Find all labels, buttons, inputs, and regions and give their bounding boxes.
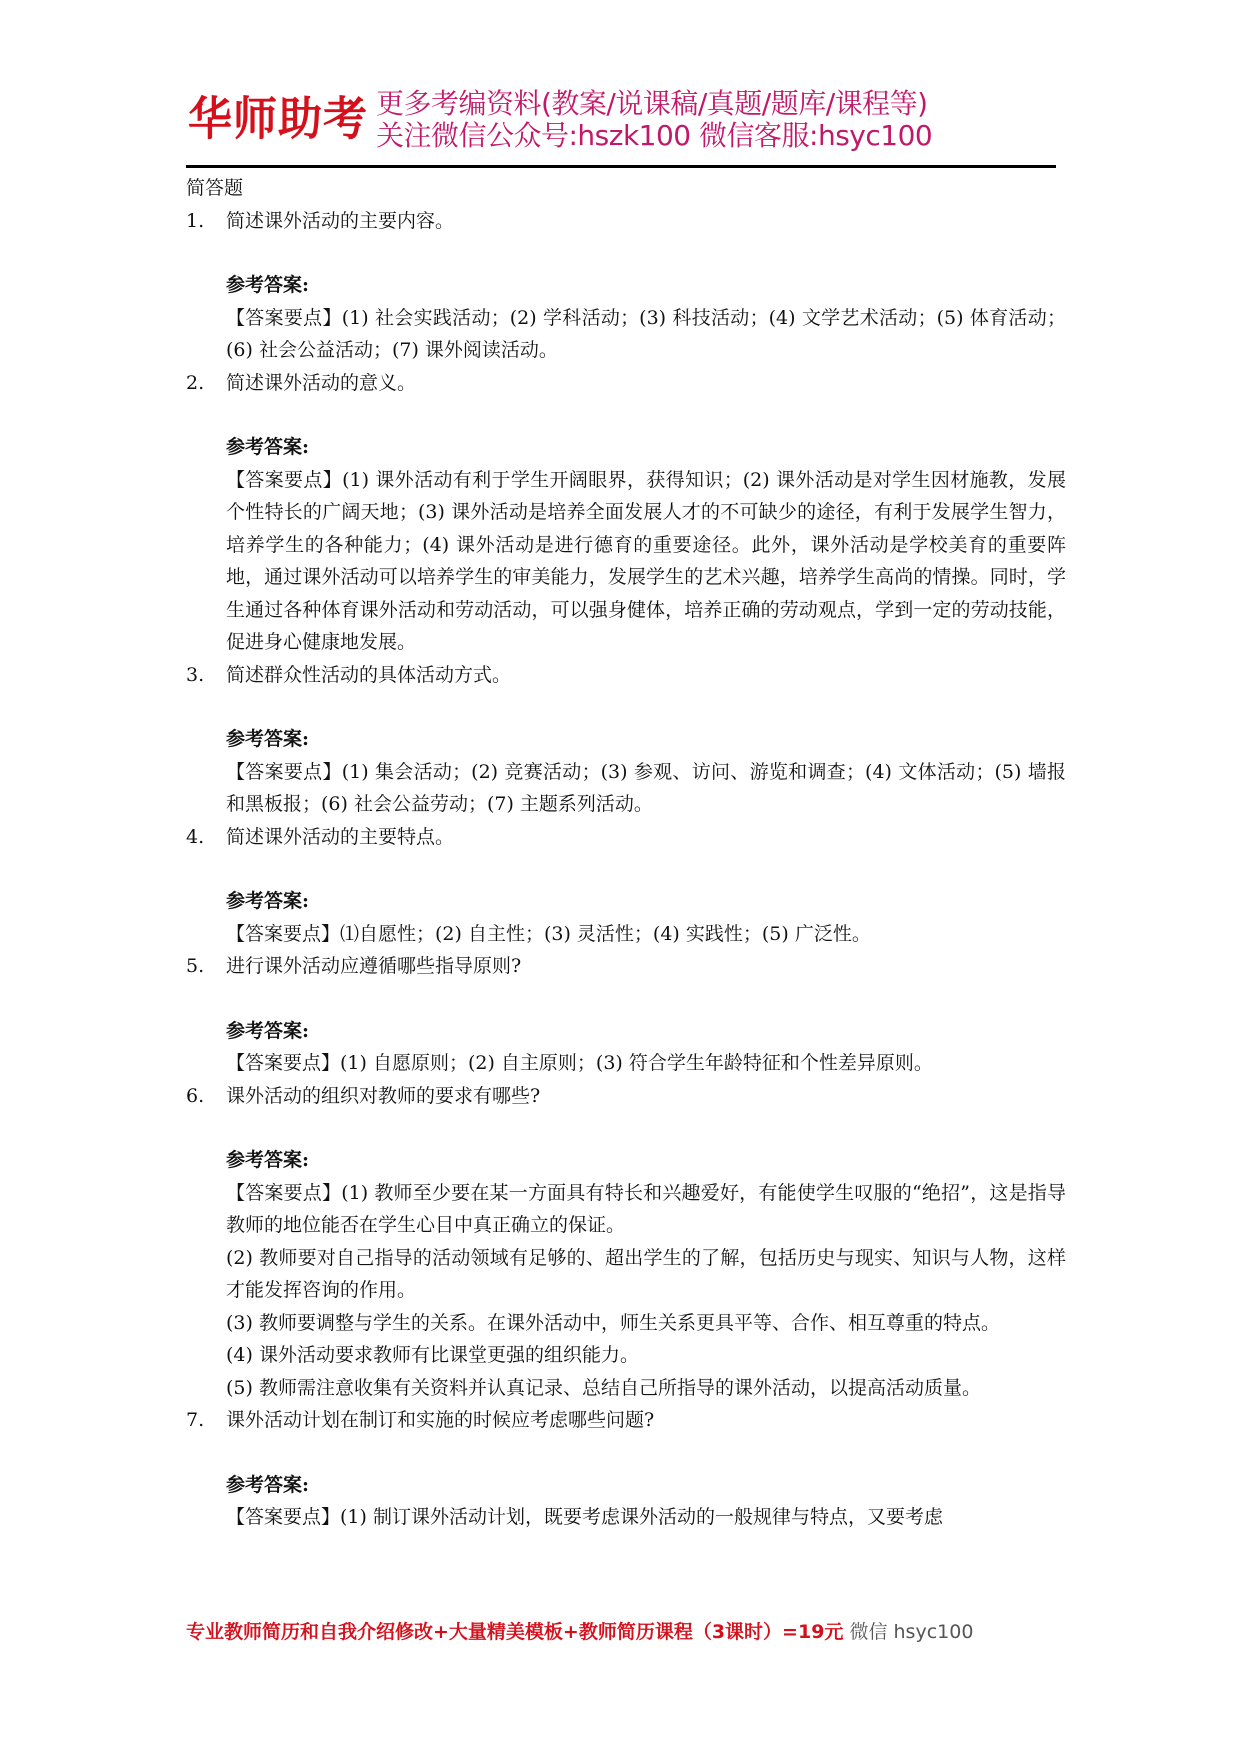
answer-paragraph: (3) 教师要调整与学生的关系。在课外活动中，师生关系更具平等、合作、相互尊重的特点。 <box>226 1311 1000 1334</box>
question-list <box>186 205 1066 1534</box>
question <box>186 367 1066 400</box>
answer-paragraph: 【答案要点】(1) 自愿原则；(2) 自主原则；(3) 符合学生年龄特征和个性差异原则。 <box>226 1052 933 1074</box>
question-item <box>186 1404 1066 1534</box>
question-text: 课外活动的组织对教师的要求有哪些? <box>226 1084 541 1107</box>
question-text: 简述课外活动的主要内容。 <box>226 209 455 232</box>
answer-paragraph: (4) 课外活动要求教师有比课堂更强的组织能力。 <box>226 1344 639 1366</box>
answer-paragraph: 【答案要点】(1) 集会活动；(2) 竞赛活动；(3) 参观、访问、游览和调查；(4) 文体活动；(5) 墙报和黑板报；(6) 社会公益劳动；(7) 主题系列活动。 <box>226 760 1066 815</box>
header-divider <box>186 165 1056 168</box>
answer-block <box>186 885 1066 950</box>
answer-label: 参考答案: <box>226 890 310 912</box>
answer-block <box>186 1144 1066 1404</box>
answer-label: 参考答案: <box>226 436 310 458</box>
answer-block <box>186 1469 1066 1534</box>
question <box>186 1404 1066 1437</box>
question <box>186 205 1066 238</box>
question-number: 5. <box>186 955 205 977</box>
promo-text <box>376 88 932 152</box>
watermark-header <box>188 86 1058 154</box>
question <box>186 950 1066 983</box>
promo-line-1: 更多考编资料(教案/说课稿/真题/题库/课程等) <box>376 87 928 120</box>
question-item <box>186 367 1066 659</box>
answer-block <box>186 269 1066 367</box>
question-item <box>186 1080 1066 1405</box>
question-item <box>186 950 1066 1080</box>
document-body <box>186 172 1066 1534</box>
question-number: 2. <box>186 371 205 394</box>
answer-block <box>186 723 1066 821</box>
question-number: 4. <box>186 825 205 848</box>
answer-paragraph: 【答案要点】(1) 制订课外活动计划，既要考虑课外活动的一般规律与特点，又要考虑 <box>226 1506 943 1528</box>
section-title: 简答题 <box>186 177 244 199</box>
answer-label: 参考答案: <box>226 274 310 296</box>
question-item <box>186 659 1066 821</box>
answer-paragraph: 【答案要点】(1) 社会实践活动；(2) 学科活动；(3) 科技活动；(4) 文学艺术活动；(5) 体育活动；(6) 社会公益活动；(7) 课外阅读活动。 <box>226 306 1066 361</box>
answer-block <box>186 431 1066 659</box>
question <box>186 659 1066 692</box>
question-number: 7. <box>186 1409 205 1431</box>
footer-wechat: 微信 hsyc100 <box>843 1621 974 1643</box>
footer-promo: 专业教师简历和自我介绍修改+大量精美模板+教师简历课程（3课时）=19元 <box>186 1621 844 1643</box>
question-text: 简述群众性活动的具体活动方式。 <box>226 663 512 686</box>
promo-line-2: 关注微信公众号:hszk100 微信客服:hsyc100 <box>376 119 933 152</box>
question-text: 进行课外活动应遵循哪些指导原则? <box>226 955 522 977</box>
answer-paragraph: 【答案要点】(1) 教师至少要在某一方面具有特长和兴趣爱好，有能使学生叹服的“绝招”，这是指导教师的地位能否在学生心目中真正确立的保证。 <box>226 1181 1066 1236</box>
question <box>186 821 1066 854</box>
answer-paragraph: 【答案要点】(1) 课外活动有利于学生开阔眼界，获得知识；(2) 课外活动是对学生因材施教，发展个性特长的广阔天地；(3) 课外活动是培养全面发展人才的不可缺少的途径，有利于发展学生智力，培养学生的各种能力；(4) 课外活动是进行德育的重要途径。此外，课外活动是学校美育的重要阵地，通过课外活动可以培养学生的审美能力，发展学生的艺术兴趣，培养学生高尚的情操。同时，学生通过各种体育课外活动和劳动活动，可以强身健体，培养正确的劳动观点，学到一定的劳动技能，促进身心健康地发展。 <box>226 468 1066 653</box>
question-text: 简述课外活动的意义。 <box>226 371 417 394</box>
answer-paragraph: (5) 教师需注意收集有关资料并认真记录、总结自己所指导的课外活动，以提高活动质量。 <box>226 1376 981 1399</box>
question-number: 3. <box>186 663 205 686</box>
question-text: 课外活动计划在制订和实施的时候应考虑哪些问题? <box>226 1409 655 1431</box>
footer-ad <box>186 1617 1066 1644</box>
question-item <box>186 205 1066 367</box>
question <box>186 1080 1066 1113</box>
answer-paragraph: 【答案要点】⑴自愿性；(2) 自主性；(3) 灵活性；(4) 实践性；(5) 广泛性。 <box>226 922 871 945</box>
answer-block <box>186 1015 1066 1080</box>
question-number: 1. <box>186 209 205 232</box>
question-number: 6. <box>186 1084 205 1107</box>
answer-label: 参考答案: <box>226 1473 310 1496</box>
question-text: 简述课外活动的主要特点。 <box>226 825 455 848</box>
answer-paragraph: (2) 教师要对自己指导的活动领域有足够的、超出学生的了解，包括历史与现实、知识与人物，这样才能发挥咨询的作用。 <box>226 1246 1066 1301</box>
question-item <box>186 821 1066 951</box>
answer-label: 参考答案: <box>226 728 310 750</box>
answer-label: 参考答案: <box>226 1019 310 1042</box>
answer-label: 参考答案: <box>226 1149 310 1171</box>
brand-logo: 华师助考 <box>188 92 368 147</box>
